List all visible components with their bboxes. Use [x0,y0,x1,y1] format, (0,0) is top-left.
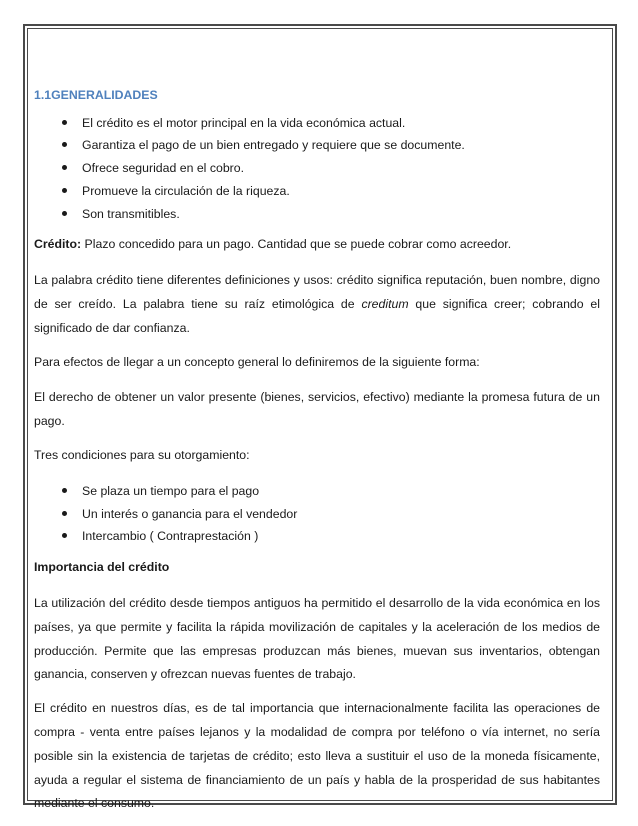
importancia-paragraph-1: La utilización del crédito desde tiempos antiguos ha permitido el desarrollo de la vida económica en los países, ya que permite y facilita la rápida movilización de capitales y la aceleración de los medios de producción. Permite que las empresas produzcan más bienes, muevan sus inventarios, obtengan ganancia, conserven y ofrezcan nuevas fuentes de trabajo. [34,596,600,682]
list-item: Garantiza el pago de un bien entregado y requiere que se documente. [34,134,600,157]
derecho-paragraph: El derecho de obtener un valor presente (bienes, servicios, efectivo) mediante la promesa futura de un pago. [34,390,600,429]
credito-label: Crédito: [34,237,82,252]
list-item: El crédito es el motor principal en la vida económica actual. [34,112,600,135]
bullet-icon [62,488,67,493]
importancia-paragraph-2: El crédito en nuestros días, es de tal importancia que internacionalmente facilita las operaciones de compra - venta entre países lejanos y la modalidad de compra por teléfono o vía internet, no sería posible sin la existencia de tarjetas de crédito; esto lleva a sustituir el uso de la moneda físicamente, ayuda a regular el sistema de financiamiento de un país y habla de la prosperidad de sus habitantes mediante el consumo. [34,701,600,811]
list-item: Ofrece seguridad en el cobro. [34,157,600,180]
bullet-icon [62,165,67,170]
section-heading: 1.1GENERALIDADES [34,88,158,102]
bullet-icon [62,533,67,538]
bullet-icon [62,142,67,147]
bullet-icon [62,511,67,516]
bullet-icon [62,120,67,125]
palabra-paragraph: La palabra crédito tiene diferentes definiciones y usos: crédito significa reputación, buen nombre, digno de ser creído. La palabra tiene su raíz etimológica de creditum que significa creer; cobrando el significado de dar confianza. [34,273,600,335]
para-efectos-paragraph: Para efectos de llegar a un concepto general lo definiremos de la siguiente forma: [34,354,480,369]
generalidades-list [34,112,600,226]
credito-definition [34,233,600,257]
list-item: Promueve la circulación de la riqueza. [34,180,600,203]
list-item: Un interés o ganancia para el vendedor [34,503,600,526]
tres-condiciones-paragraph: Tres condiciones para su otorgamiento: [34,448,250,463]
document-content [34,84,600,826]
importancia-title: Importancia del crédito [34,560,170,575]
creditum-term: creditum [361,297,409,312]
list-item: Se plaza un tiempo para el pago [34,480,600,503]
list-item: Intercambio ( Contraprestación ) [34,525,600,548]
credito-text: Plazo concedido para un pago. Cantidad que se puede cobrar como acreedor. [81,237,512,252]
bullet-icon [62,188,67,193]
list-item: Son transmitibles. [34,203,600,226]
bullet-icon [62,211,67,216]
condiciones-list [34,480,600,548]
